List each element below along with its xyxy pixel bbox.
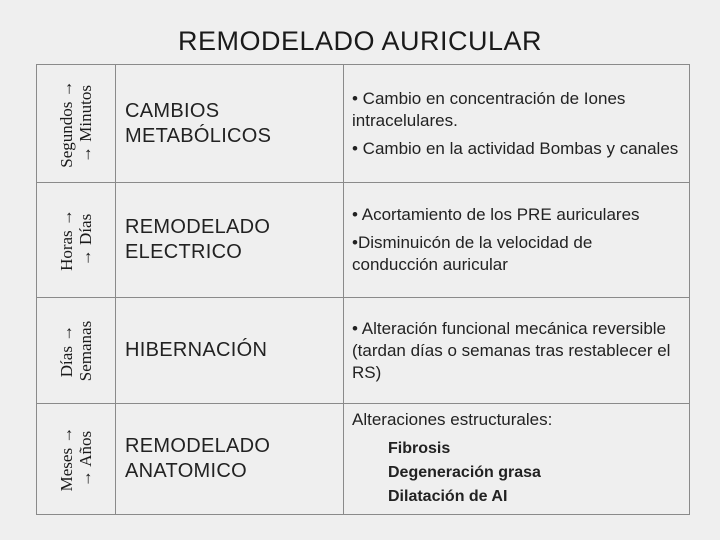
- stage-cell: [116, 183, 344, 298]
- bullet-item: •Disminuicón de la velocidad de conducción auricular: [352, 233, 593, 274]
- table-row: [37, 404, 690, 515]
- slide-title: REMODELADO AURICULAR: [177, 26, 543, 56]
- time-label: Horas → → Días: [57, 209, 95, 271]
- description-cell: [344, 65, 690, 183]
- bullet-item: • Acortamiento de los PRE auriculares: [352, 205, 640, 224]
- time-label: Días → Semanas: [57, 320, 95, 381]
- stage-cell: [116, 404, 344, 515]
- list-heading: Alteraciones estructurales:: [352, 410, 553, 429]
- list-item: Degeneración grasa: [388, 464, 541, 481]
- list-item: Fibrosis: [388, 440, 451, 457]
- stage-label: REMODELADO: [125, 435, 271, 457]
- time-label: Segundos → → Minutos: [57, 79, 95, 168]
- table-row: [37, 183, 690, 298]
- stage-label: HIBERNACIÓN: [125, 339, 268, 361]
- description-cell: [344, 404, 690, 515]
- description-cell: [344, 183, 690, 298]
- bullet-item: • Cambio en concentración de Iones intracelulares.: [352, 88, 626, 130]
- stage-cell: [116, 298, 344, 404]
- stage-label: ELECTRICO: [125, 241, 243, 263]
- stage-label: ANATOMICO: [125, 460, 247, 482]
- stage-cell: [116, 65, 344, 183]
- time-cell: [37, 65, 116, 183]
- stage-label: METABÓLICOS: [125, 124, 272, 147]
- stage-label: REMODELADO: [125, 216, 271, 238]
- time-cell: [37, 298, 116, 404]
- remodeling-table: [36, 64, 690, 515]
- time-cell: [37, 404, 116, 515]
- time-label: Meses → → Años: [57, 426, 95, 492]
- stage-label: CAMBIOS: [125, 99, 220, 122]
- list-item: Dilatación de AI: [388, 488, 508, 505]
- bullet-item: • Cambio en la actividad Bombas y canales: [352, 138, 679, 158]
- table-row: [37, 298, 690, 404]
- table-row: [37, 65, 690, 183]
- time-cell: [37, 183, 116, 298]
- bullet-item: • Alteración funcional mecánica reversible (tardan días o semanas tras restablecer el RS): [352, 318, 671, 382]
- description-cell: [344, 298, 690, 404]
